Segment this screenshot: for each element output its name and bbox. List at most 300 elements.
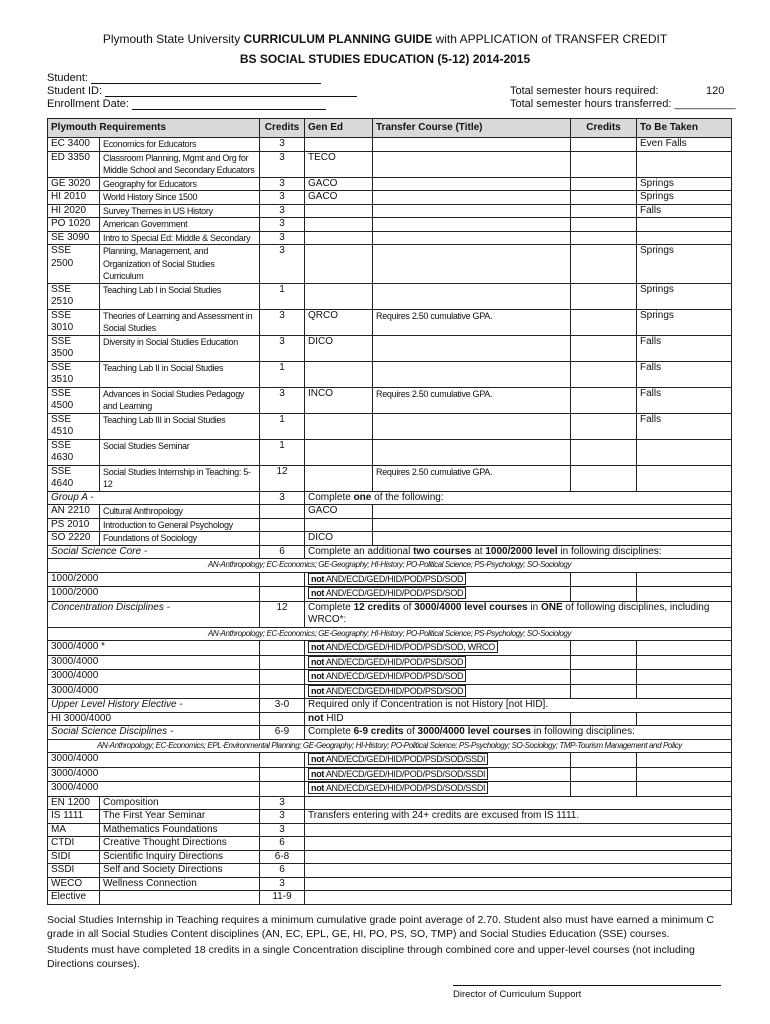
excluded-disciplines [305,684,571,699]
course-code: Elective [48,891,100,905]
ss-core-header [48,545,732,559]
course-code: PO 1020 [48,218,100,232]
ss-core-credits: 6 [260,545,305,559]
to-be-taken: Springs [637,191,732,205]
total-transferred-label: Total semester hours transferred: __________ [510,98,736,110]
concentration-disciplines-note: AN-Anthropology; EC-Economics; GE-Geography; HI-History; PO-Political Science; PS-Psychology; SO-Sociology [48,627,732,641]
course-credits: 3 [260,387,305,413]
gened-row [48,864,732,878]
course-code: HI 3000/4000 [48,712,260,726]
course-code: SE 3090 [48,231,100,245]
course-credits: 3 [260,231,305,245]
transfer-course [373,335,571,361]
transfer-course [373,231,571,245]
table-header-row [48,119,732,138]
course-code: MA [48,823,100,837]
course-credits: 3 [260,151,305,177]
ss-core-disciplines-note: AN-Anthropology; EC-Economics; GE-Geography; HI-History; PO-Political Science; PS-Psychology; SO-Sociology [48,559,732,573]
table-row [48,335,732,361]
table-row [48,387,732,413]
course-code: SSE 4640 [48,465,100,491]
group-a-item [48,505,732,519]
transfer-course [305,850,732,864]
excluded-disciplines [305,767,571,782]
excluded-list-box [308,670,466,682]
ss-disciplines-item [48,753,732,768]
table-row [48,218,732,232]
col-credits: Credits [260,119,305,138]
transfer-course [373,177,571,191]
upper-history-header [48,699,732,713]
course-credits: 6 [260,864,305,878]
course-gened [305,218,373,232]
text-fragment: in following disciplines: [530,726,635,737]
ss-disciplines-item [48,767,732,782]
transfer-course [373,413,571,439]
transfer-credits [571,245,637,284]
excluded-list-box [308,587,466,599]
course-code: SSE 4630 [48,439,100,465]
course-credits: 3 [260,191,305,205]
table-row [48,283,732,309]
transfer-course [305,796,732,810]
not-keyword: not [311,754,325,764]
upper-history-instruction: Required only if Concentration is not History [not HID]. [305,699,732,713]
course-code: 3000/4000 [48,655,260,670]
gened-row [48,796,732,810]
to-be-taken: Even Falls [637,138,732,152]
table-row [48,245,732,284]
transfer-course [373,218,571,232]
concentration-label: Concentration Disciplines - [48,601,260,627]
excluded-disciplines [305,670,571,685]
course-gened [305,361,373,387]
table-row [48,413,732,439]
to-be-taken: Falls [637,413,732,439]
course-code: SSE 3510 [48,361,100,387]
course-gened: GACO [305,177,373,191]
course-title: Wellness Connection [100,877,260,891]
not-keyword: not [311,588,325,598]
course-title: Diversity in Social Studies Education [100,335,260,361]
to-be-taken: Falls [637,387,732,413]
gened-row [48,877,732,891]
course-code: 3000/4000 [48,684,260,699]
student-id-field: Student ID: [47,85,357,97]
course-credits: 12 [260,465,305,491]
course-gened: DICO [305,335,373,361]
course-credits: 3 [260,245,305,284]
transfer-course [305,877,732,891]
discipline-list: AND/ECD/GED/HID/POD/PSD/SOD [325,656,464,667]
transfer-credits [571,151,637,177]
to-be-taken: Springs [637,245,732,284]
footer-note-gpa: Social Studies Internship in Teaching requires a minimum cumulative grade point average of 2.70. Student also must have earned a minimum C grade in all Social Studies Content disciplines (AN, EC, EPL, GE, HI, PO, PS, SO, TMP) and Social Studies Education (SSE) courses. [47,914,714,940]
excluded-disciplines [305,641,571,656]
table-row [48,361,732,387]
course-code: HI 2020 [48,204,100,218]
course-code: GE 3020 [48,177,100,191]
footer-note-concentration: Students must have completed 18 credits in a single Concentration discipline through combined core and upper-level courses (not including Directions courses). [47,944,695,970]
ss-disciplines-credits: 6-9 [260,726,305,740]
ss-disciplines-disciplines-note: AN-Anthropology; EC-Economics; EPL-Environmental Planning; GE-Geography; HI-History; PO-Political Science; PS-Psychology; SO-Sociology; TMP-Tourism Management and Policy [48,739,732,753]
ss-core-instruction [305,545,732,559]
course-gened: TECO [305,151,373,177]
transfer-course [305,891,732,905]
upper-history-item [48,712,732,726]
transfer-credits [571,204,637,218]
ss-disciplines-label: Social Science Disciplines - [48,726,260,740]
ss-core-item [48,587,732,602]
course-title: Cultural Anthropology [100,505,260,519]
group-a-credits: 3 [260,491,305,505]
text-fragment: at [471,545,486,557]
group-a-header [48,491,732,505]
course-code: AN 2210 [48,505,100,519]
text-fragment: of [403,726,418,737]
course-title: Theories of Learning and Assessment in Social Studies [100,309,260,335]
course-credits: 3 [260,810,305,824]
ss-disciplines-header [48,726,732,740]
transfer-credits [571,361,637,387]
course-credits: 1 [260,413,305,439]
transfer-course [305,864,732,878]
course-gened [305,138,373,152]
course-title: Foundations of Sociology [100,532,260,546]
table-row [48,151,732,177]
course-code: ED 3350 [48,151,100,177]
text-fragment: 6-9 credits [353,726,404,737]
transfer-credits [571,439,637,465]
table-row [48,439,732,465]
signature-label: Director of Curriculum Support [453,989,582,1000]
excluded-disciplines [305,655,571,670]
course-code: SSE 2510 [48,283,100,309]
ss-core-note-row [48,559,732,573]
to-be-taken [637,218,732,232]
col-to-be-taken: To Be Taken [637,119,732,138]
discipline-list: AND/ECD/GED/HID/POD/PSD/SOD/SSDI [325,754,486,764]
text-fragment: 3000/4000 level courses [414,601,528,613]
not-keyword: not [311,656,325,667]
course-title: Self and Society Directions [100,864,260,878]
course-title: Advances in Social Studies Pedagogy and Learning [100,387,260,413]
text-fragment: two courses [413,545,472,557]
group-a-label: Group A - [48,491,260,505]
transfer-course [305,823,732,837]
transfer-credits [571,387,637,413]
course-title: Economics for Educators [100,138,260,152]
ss-core-item [48,572,732,587]
discipline-list: AND/ECD/GED/HID/POD/PSD/SOD/SSDI [325,768,486,779]
student-field: Student: [47,72,321,84]
discipline-list: AND/ECD/GED/HID/POD/PSD/SOD [325,588,464,598]
to-be-taken: Falls [637,335,732,361]
col-plymouth-requirements: Plymouth Requirements [48,119,260,138]
table-row [48,465,732,491]
course-code: 1000/2000 [48,587,260,602]
course-title: World History Since 1500 [100,191,260,205]
excluded-disciplines [305,782,571,797]
excluded-disciplines [305,587,571,602]
course-code: SSE 4500 [48,387,100,413]
excluded-list-box [308,656,466,668]
course-code: IS 1111 [48,810,100,824]
transfer-course [373,191,571,205]
gened-row [48,823,732,837]
transfer-credits [571,465,637,491]
course-credits: 3 [260,796,305,810]
transfer-credits [571,138,637,152]
text-fragment: ONE [540,601,563,613]
course-title: Geography for Educators [100,177,260,191]
course-gened [305,518,373,532]
not-keyword: not [311,642,325,652]
course-credits: 3 [260,823,305,837]
course-credits: 3 [260,204,305,218]
discipline-list: AND/ECD/GED/HID/POD/PSD/SOD, WRCO [325,642,495,652]
course-code: SSE 4510 [48,413,100,439]
not-keyword: not [311,768,325,779]
upper-history-credits: 3-0 [260,699,305,713]
course-code: SSE 2500 [48,245,100,284]
ss-disciplines-instruction [305,726,732,740]
to-be-taken [637,465,732,491]
transfer-credits [571,218,637,232]
course-credits: 3 [260,218,305,232]
transfer-credits [571,231,637,245]
course-gened: QRCO [305,309,373,335]
course-code: EN 1200 [48,796,100,810]
gened-row [48,837,732,851]
excluded-disciplines [305,753,571,768]
transfer-course [373,283,571,309]
course-code: 3000/4000 [48,670,260,685]
concentration-instruction [305,601,732,627]
not-keyword: not [311,671,325,681]
course-code: SSE 3010 [48,309,100,335]
transfer-credits [571,335,637,361]
course-code: WECO [48,877,100,891]
course-code: EC 3400 [48,138,100,152]
text-fragment: in following disciplines: [557,545,662,557]
transfer-credits [571,413,637,439]
ss-disciplines-note-row [48,739,732,753]
course-gened [305,245,373,284]
discipline-list: HID [326,712,344,724]
transfer-course [373,439,571,465]
course-title [100,891,260,905]
transfer-course: Requires 2.50 cumulative GPA. [373,309,571,335]
text-fragment: 12 credits [353,601,401,613]
to-be-taken: Springs [637,283,732,309]
discipline-list: AND/ECD/GED/HID/POD/PSD/SOD/SSDI [325,783,486,793]
requirements-table [47,118,732,905]
transfer-credits [571,309,637,335]
not-keyword: not [311,783,325,793]
table-row [48,204,732,218]
course-gened [305,439,373,465]
course-credits: 1 [260,361,305,387]
transfer-course [373,361,571,387]
concentration-credits: 12 [260,601,305,627]
not-keyword: not [308,712,324,724]
course-code: 3000/4000 * [48,641,260,656]
excluded-list-box [308,768,488,780]
transfer-course [373,245,571,284]
course-credits: 3 [260,335,305,361]
course-title: Composition [100,796,260,810]
transfer-course [373,151,571,177]
course-code: PS 2010 [48,518,100,532]
course-title: American Government [100,218,260,232]
course-credits: 3 [260,877,305,891]
text-fragment: of following disciplines, including WRCO*: [308,601,710,625]
transfer-credits [571,191,637,205]
gened-row [48,810,732,824]
course-gened [305,231,373,245]
total-required-value: 120 [706,85,725,97]
enrollment-date-field: Enrollment Date: [47,98,326,110]
course-code: SSE 3500 [48,335,100,361]
excluded-list-box [308,753,488,765]
signature-line [453,985,721,986]
text-fragment: Complete an additional [308,545,414,557]
course-gened [305,204,373,218]
group-a-instruction [305,491,732,505]
excluded-list-box [308,685,466,697]
course-code: 1000/2000 [48,572,260,587]
course-code: CTDI [48,837,100,851]
course-code: SIDI [48,850,100,864]
course-title: Intro to Special Ed: Middle & Secondary [100,231,260,245]
table-row [48,309,732,335]
gened-row [48,891,732,905]
to-be-taken: Springs [637,309,732,335]
course-title: Social Studies Seminar [100,439,260,465]
course-title: Teaching Lab II in Social Studies [100,361,260,387]
to-be-taken: Falls [637,204,732,218]
text-fragment: in [527,601,541,613]
col-transfer-credits: Credits [571,119,637,138]
course-gened: DICO [305,532,373,546]
not-keyword: not [311,573,325,584]
col-transfer-course: Transfer Course (Title) [373,119,571,138]
excluded-disciplines [305,572,571,587]
course-title: Creative Thought Directions [100,837,260,851]
table-row [48,138,732,152]
text-fragment: one [353,491,372,503]
transfer-course: Transfers entering with 24+ credits are excused from IS 1111. [305,810,732,824]
to-be-taken [637,439,732,465]
course-credits: 3 [260,177,305,191]
discipline-list: AND/ECD/GED/HID/POD/PSD/SOD [325,685,464,696]
group-a-item [48,532,732,546]
course-code: SSDI [48,864,100,878]
ss-core-label: Social Science Core - [48,545,260,559]
not-keyword: not [311,685,325,696]
ss-disciplines-item [48,782,732,797]
concentration-header [48,601,732,627]
total-required-label: Total semester hours required: [510,85,659,97]
text-fragment: Complete [308,601,354,613]
text-fragment: of the following: [371,491,444,503]
discipline-list: AND/ECD/GED/HID/POD/PSD/SOD [325,573,464,584]
excluded-disciplines [305,712,571,726]
course-gened: INCO [305,387,373,413]
to-be-taken: Springs [637,177,732,191]
course-gened [305,465,373,491]
concentration-item [48,641,732,656]
transfer-course [373,138,571,152]
transfer-course [305,837,732,851]
course-title: Classroom Planning, Mgmt and Org for Middle School and Secondary Educators [100,151,260,177]
course-code: HI 2010 [48,191,100,205]
excluded-list-box [308,782,488,794]
document-subtitle: BS SOCIAL STUDIES EDUCATION (5-12) 2014-2015 [239,52,531,66]
to-be-taken [637,151,732,177]
to-be-taken [637,231,732,245]
course-code: 3000/4000 [48,782,260,797]
text-fragment: 1000/2000 level [485,545,558,557]
concentration-item [48,670,732,685]
concentration-note-row [48,627,732,641]
concentration-item [48,684,732,699]
concentration-item [48,655,732,670]
discipline-list: AND/ECD/GED/HID/POD/PSD/SOD [325,671,464,681]
course-title: Social Studies Internship in Teaching: 5-12 [100,465,260,491]
excluded-list-box [308,573,466,585]
transfer-course: Requires 2.50 cumulative GPA. [373,387,571,413]
table-row [48,231,732,245]
course-credits: 3 [260,138,305,152]
transfer-credits [571,177,637,191]
course-gened: GACO [305,505,373,519]
course-code: 3000/4000 [48,753,260,768]
course-title: Planning, Management, and Organization of Social Studies Curriculum [100,245,260,284]
course-gened [305,283,373,309]
course-credits: 11-9 [260,891,305,905]
transfer-course: Requires 2.50 cumulative GPA. [373,465,571,491]
course-credits: 6-8 [260,850,305,864]
course-credits: 1 [260,439,305,465]
course-title: Teaching Lab III in Social Studies [100,413,260,439]
table-row [48,191,732,205]
text-fragment: Complete [308,491,354,503]
course-gened [305,413,373,439]
course-credits: 3 [260,309,305,335]
transfer-credits [571,283,637,309]
course-title: Scientific Inquiry Directions [100,850,260,864]
course-credits: 6 [260,837,305,851]
course-title: Survey Themes in US History [100,204,260,218]
col-gen-ed: Gen Ed [305,119,373,138]
excluded-list-box [308,641,498,653]
course-title: Introduction to General Psychology [100,518,260,532]
course-code: SO 2220 [48,532,100,546]
gened-row [48,850,732,864]
course-title: The First Year Seminar [100,810,260,824]
text-fragment: Complete [308,726,354,737]
transfer-course [373,204,571,218]
course-title: Mathematics Foundations [100,823,260,837]
to-be-taken: Falls [637,361,732,387]
course-code: 3000/4000 [48,767,260,782]
table-row [48,177,732,191]
upper-history-label: Upper Level History Elective - [48,699,260,713]
course-gened: GACO [305,191,373,205]
course-credits: 1 [260,283,305,309]
